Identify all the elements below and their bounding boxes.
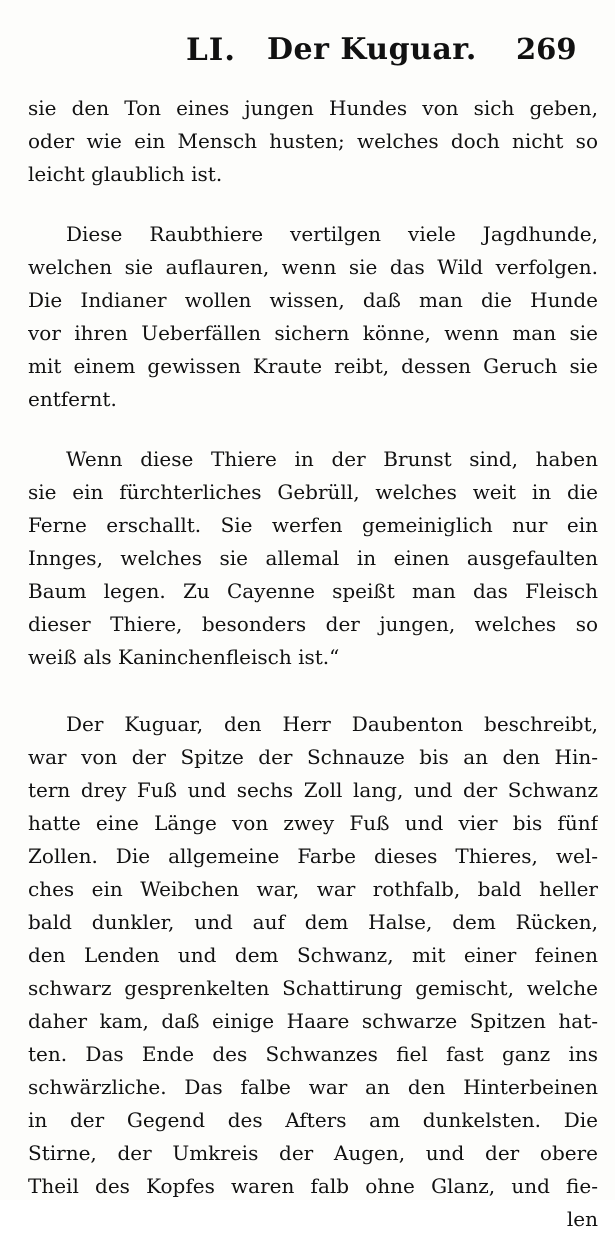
text-line: leicht glaublich ist. [28, 162, 223, 186]
chapter-number: LI. [186, 32, 237, 68]
text-line: hatte eine Länge von zwey Fuß und vier bis fünf [28, 811, 598, 835]
text-line: Der Kuguar, den Herr Daubenton beschreibt, [66, 712, 598, 736]
text-line: den Lenden und dem Schwanz, mit einer feinen [28, 943, 598, 967]
paragraph-gap [28, 191, 598, 218]
text-line: ches ein Weibchen war, war rothfalb, bald heller [28, 877, 598, 901]
text-line: in der Gegend des Afters am dunkelsten. Die [28, 1108, 598, 1132]
chapter-title: Der Kuguar. [267, 32, 477, 67]
text-line: sie den Ton eines jungen Hundes von sich geben, [28, 96, 598, 120]
paragraph-4 [28, 708, 598, 1203]
text-line: daher kam, daß einige Haare schwarze Spitzen hat- [28, 1009, 598, 1033]
paragraph-gap [28, 674, 598, 708]
page-number: 269 [516, 32, 577, 66]
text-line: Diese Raubthiere vertilgen viele Jagdhunde, [66, 222, 598, 246]
text-line: schwärzliche. Das falbe war an den Hinterbeinen [28, 1075, 598, 1099]
page-body [28, 92, 598, 1236]
text-line: Baum legen. Zu Cayenne speißt man das Fleisch [28, 579, 598, 603]
paragraph-gap [28, 416, 598, 443]
text-line: weiß als Kaninchenfleisch ist.“ [28, 645, 340, 669]
text-line: Ferne erschallt. Sie werfen gemeiniglich nur ein [28, 513, 598, 537]
catchword: len [566, 1207, 598, 1231]
text-line: ten. Das Ende des Schwanzes fiel fast ganz ins [28, 1042, 598, 1066]
text-line: bald dunkler, und auf dem Halse, dem Rücken, [28, 910, 598, 934]
text-line: Wenn diese Thiere in der Brunst sind, haben [66, 447, 598, 471]
text-line: schwarz gesprenkelten Schattirung gemischt, welche [28, 976, 598, 1000]
text-line: vor ihren Ueberfällen sichern könne, wenn man sie [28, 321, 598, 345]
text-line: sie ein fürchterliches Gebrüll, welches weit in die [28, 480, 598, 504]
text-line: Innges, welches sie allemal in einen ausgefaulten [28, 546, 598, 570]
running-header [0, 30, 615, 80]
text-line: Stirne, der Umkreis der Augen, und der obere [28, 1141, 598, 1165]
text-line: Theil des Kopfes waren falb ohne Glanz, und fie- [28, 1174, 598, 1198]
text-line: war von der Spitze der Schnauze bis an den Hin- [28, 745, 598, 769]
text-line: oder wie ein Mensch husten; welches doch nicht so [28, 129, 598, 153]
text-line: dieser Thiere, besonders der jungen, welches so [28, 612, 598, 636]
text-line: entfernt. [28, 387, 117, 411]
text-line: tern drey Fuß und sechs Zoll lang, und der Schwanz [28, 778, 598, 802]
text-line: Zollen. Die allgemeine Farbe dieses Thieres, wel- [28, 844, 598, 868]
text-line: welchen sie auflauren, wenn sie das Wild verfolgen. [28, 255, 598, 279]
paragraph-3 [28, 443, 598, 674]
text-line: Die Indianer wollen wissen, daß man die Hunde [28, 288, 598, 312]
paragraph-2 [28, 218, 598, 416]
paragraph-1 [28, 92, 598, 191]
text-line: mit einem gewissen Kraute reibt, dessen Geruch sie [28, 354, 598, 378]
